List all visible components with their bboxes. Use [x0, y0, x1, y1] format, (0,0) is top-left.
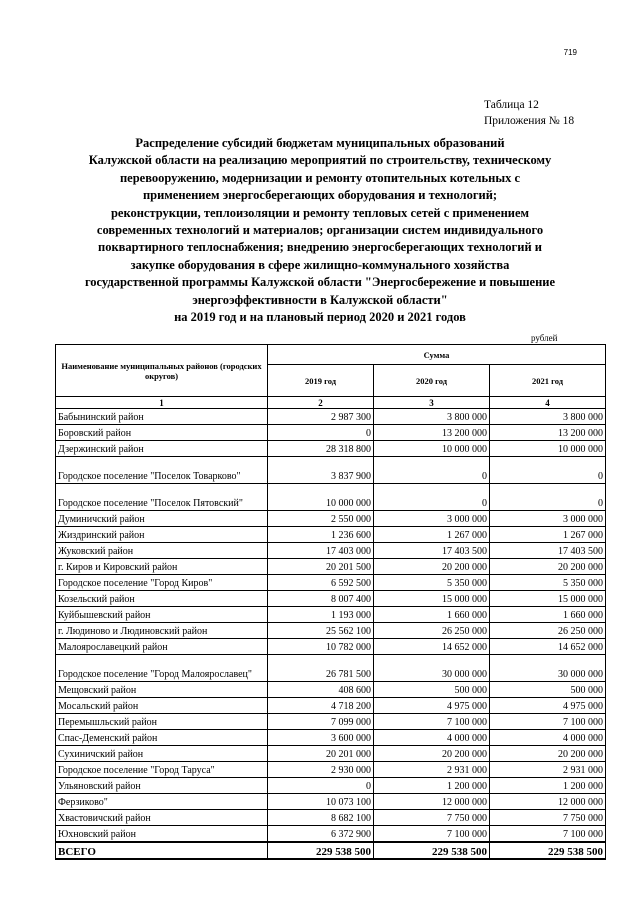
district-name: г. Людиново и Людиновский район — [56, 623, 268, 639]
table-row — [56, 559, 606, 575]
value-2019: 2 930 000 — [268, 762, 374, 778]
value-2019: 408 600 — [268, 682, 374, 698]
title-line: энергоэффективности в Калужской области" — [192, 292, 448, 307]
value-2020: 10 000 000 — [374, 441, 490, 457]
table-row — [56, 409, 606, 425]
table-row — [56, 484, 606, 511]
value-2021: 20 200 000 — [490, 559, 606, 575]
value-2019: 28 318 800 — [268, 441, 374, 457]
value-2019: 7 099 000 — [268, 714, 374, 730]
district-name: Городское поселение "Поселок Пятовский" — [56, 484, 268, 511]
value-2019: 3 837 900 — [268, 457, 374, 484]
header-name-column: Наименование муниципальных районов (городских округов) — [56, 345, 268, 397]
value-2019: 2 987 300 — [268, 409, 374, 425]
value-2019: 26 781 500 — [268, 655, 374, 682]
table-row — [56, 762, 606, 778]
table-reference — [484, 97, 574, 129]
value-2020: 13 200 000 — [374, 425, 490, 441]
value-2019: 10 000 000 — [268, 484, 374, 511]
value-2020: 0 — [374, 484, 490, 511]
table-row — [56, 826, 606, 843]
value-2021: 5 350 000 — [490, 575, 606, 591]
district-name: Мещовский район — [56, 682, 268, 698]
table-row — [56, 457, 606, 484]
page-number: 719 — [563, 48, 577, 57]
district-name: Дзержинский район — [56, 441, 268, 457]
table-row — [56, 425, 606, 441]
value-2020: 7 100 000 — [374, 826, 490, 843]
value-2020: 14 652 000 — [374, 639, 490, 655]
value-2020: 12 000 000 — [374, 794, 490, 810]
district-name: Городское поселение "Город Малоярославец" — [56, 655, 268, 682]
table-row — [56, 730, 606, 746]
title-line: Калужской области на реализацию мероприятий по строительству, техническому — [88, 153, 552, 168]
value-2020: 500 000 — [374, 682, 490, 698]
table-row — [56, 794, 606, 810]
table-row — [56, 527, 606, 543]
value-2019: 25 562 100 — [268, 623, 374, 639]
value-2020: 3 000 000 — [374, 511, 490, 527]
value-2021: 26 250 000 — [490, 623, 606, 639]
table-row — [56, 746, 606, 762]
value-2020: 20 200 000 — [374, 746, 490, 762]
table-row — [56, 575, 606, 591]
value-2021: 13 200 000 — [490, 425, 606, 441]
district-name: Юхновский район — [56, 826, 268, 843]
value-2021: 20 200 000 — [490, 746, 606, 762]
table-row — [56, 623, 606, 639]
value-2021: 10 000 000 — [490, 441, 606, 457]
district-name: Хвастовичский район — [56, 810, 268, 826]
title-line: государственной программы Калужской области "Энергосбережение и повышение — [84, 275, 556, 290]
district-name: Ферзиково" — [56, 794, 268, 810]
value-2021: 1 267 000 — [490, 527, 606, 543]
value-2021: 3 000 000 — [490, 511, 606, 527]
district-name: Жиздринский район — [56, 527, 268, 543]
value-2019: 4 718 200 — [268, 698, 374, 714]
value-2021: 4 975 000 — [490, 698, 606, 714]
total-label: ВСЕГО — [56, 842, 268, 859]
header-year-2020: 2020 год — [374, 365, 490, 397]
document-title — [40, 135, 600, 326]
value-2019: 10 782 000 — [268, 639, 374, 655]
district-name: Перемышльский район — [56, 714, 268, 730]
table-row — [56, 639, 606, 655]
district-name: Боровский район — [56, 425, 268, 441]
header-year-2019: 2019 год — [268, 365, 374, 397]
value-2019: 6 372 900 — [268, 826, 374, 843]
value-2020: 5 350 000 — [374, 575, 490, 591]
column-index-4: 4 — [490, 397, 606, 409]
title-line: перевооружению, модернизации и ремонту отопительных котельных с — [119, 170, 521, 185]
value-2020: 15 000 000 — [374, 591, 490, 607]
value-2021: 3 800 000 — [490, 409, 606, 425]
header-year-2021: 2021 год — [490, 365, 606, 397]
column-index-3: 3 — [374, 397, 490, 409]
value-2019: 3 600 000 — [268, 730, 374, 746]
appendix-label: Приложения № 18 — [484, 115, 575, 127]
title-line: применением энергосберегающих оборудования и технологий; — [142, 188, 498, 203]
value-2020: 4 975 000 — [374, 698, 490, 714]
table-label: Таблица 12 — [484, 99, 539, 111]
title-line: реконструкции, теплоизоляции и ремонту тепловых сетей с применением — [110, 205, 530, 220]
header-sum-column: Сумма — [268, 345, 606, 365]
value-2020: 26 250 000 — [374, 623, 490, 639]
value-2020: 1 200 000 — [374, 778, 490, 794]
value-2019: 8 007 400 — [268, 591, 374, 607]
value-2020: 0 — [374, 457, 490, 484]
subsidy-table — [55, 344, 606, 860]
value-2020: 30 000 000 — [374, 655, 490, 682]
value-2019: 0 — [268, 778, 374, 794]
table-row — [56, 682, 606, 698]
district-name: Бабынинский район — [56, 409, 268, 425]
value-2020: 3 800 000 — [374, 409, 490, 425]
total-2020: 229 538 500 — [374, 842, 490, 859]
value-2020: 7 100 000 — [374, 714, 490, 730]
district-name: Городское поселение "Город Киров" — [56, 575, 268, 591]
column-index-2: 2 — [268, 397, 374, 409]
value-2021: 2 931 000 — [490, 762, 606, 778]
value-2019: 1 193 000 — [268, 607, 374, 623]
value-2021: 7 100 000 — [490, 714, 606, 730]
table-row — [56, 607, 606, 623]
table-row — [56, 591, 606, 607]
value-2021: 4 000 000 — [490, 730, 606, 746]
district-name: Ульяновский район — [56, 778, 268, 794]
value-2020: 7 750 000 — [374, 810, 490, 826]
value-2019: 6 592 500 — [268, 575, 374, 591]
value-2021: 14 652 000 — [490, 639, 606, 655]
column-index-1: 1 — [56, 397, 268, 409]
title-line: на 2019 год и на плановый период 2020 и 2021 годов — [174, 310, 466, 325]
district-name: Малоярославецкий район — [56, 639, 268, 655]
value-2021: 12 000 000 — [490, 794, 606, 810]
value-2021: 7 100 000 — [490, 826, 606, 843]
value-2020: 4 000 000 — [374, 730, 490, 746]
district-name: Сухиничский район — [56, 746, 268, 762]
value-2021: 15 000 000 — [490, 591, 606, 607]
value-2021: 17 403 500 — [490, 543, 606, 559]
value-2020: 17 403 500 — [374, 543, 490, 559]
value-2020: 1 660 000 — [374, 607, 490, 623]
value-2021: 30 000 000 — [490, 655, 606, 682]
value-2020: 1 267 000 — [374, 527, 490, 543]
title-line: закупке оборудования в сфере жилищно-коммунального хозяйства — [130, 257, 510, 272]
total-2021: 229 538 500 — [490, 842, 606, 859]
district-name: Городское поселение "Город Таруса" — [56, 762, 268, 778]
value-2021: 1 200 000 — [490, 778, 606, 794]
table-row — [56, 441, 606, 457]
value-2021: 500 000 — [490, 682, 606, 698]
value-2019: 20 201 500 — [268, 559, 374, 575]
value-2021: 7 750 000 — [490, 810, 606, 826]
value-2020: 2 931 000 — [374, 762, 490, 778]
table-row — [56, 511, 606, 527]
table-row — [56, 543, 606, 559]
district-name: г. Киров и Кировский район — [56, 559, 268, 575]
total-row — [56, 842, 606, 859]
title-line: современных технологий и материалов; организации систем индивидуального — [96, 223, 544, 238]
district-name: Козельский район — [56, 591, 268, 607]
units-label: рублей — [531, 333, 558, 343]
district-name: Думиничский район — [56, 511, 268, 527]
district-name: Жуковский район — [56, 543, 268, 559]
value-2021: 1 660 000 — [490, 607, 606, 623]
district-name: Мосальский район — [56, 698, 268, 714]
table-row — [56, 778, 606, 794]
value-2019: 10 073 100 — [268, 794, 374, 810]
table-row — [56, 655, 606, 682]
table-row — [56, 714, 606, 730]
value-2019: 0 — [268, 425, 374, 441]
value-2019: 8 682 100 — [268, 810, 374, 826]
total-2019: 229 538 500 — [268, 842, 374, 859]
district-name: Куйбышевский район — [56, 607, 268, 623]
value-2019: 20 201 000 — [268, 746, 374, 762]
value-2019: 17 403 000 — [268, 543, 374, 559]
value-2021: 0 — [490, 457, 606, 484]
title-line: Распределение субсидий бюджетам муниципальных образований — [135, 136, 505, 150]
value-2019: 2 550 000 — [268, 511, 374, 527]
value-2020: 20 200 000 — [374, 559, 490, 575]
district-name: Городское поселение "Поселок Товарково" — [56, 457, 268, 484]
value-2019: 1 236 600 — [268, 527, 374, 543]
value-2021: 0 — [490, 484, 606, 511]
table-row — [56, 810, 606, 826]
title-line: поквартирного теплоснабжения; внедрению энергосберегающих технологий и — [98, 240, 542, 255]
district-name: Спас-Деменский район — [56, 730, 268, 746]
table-row — [56, 698, 606, 714]
